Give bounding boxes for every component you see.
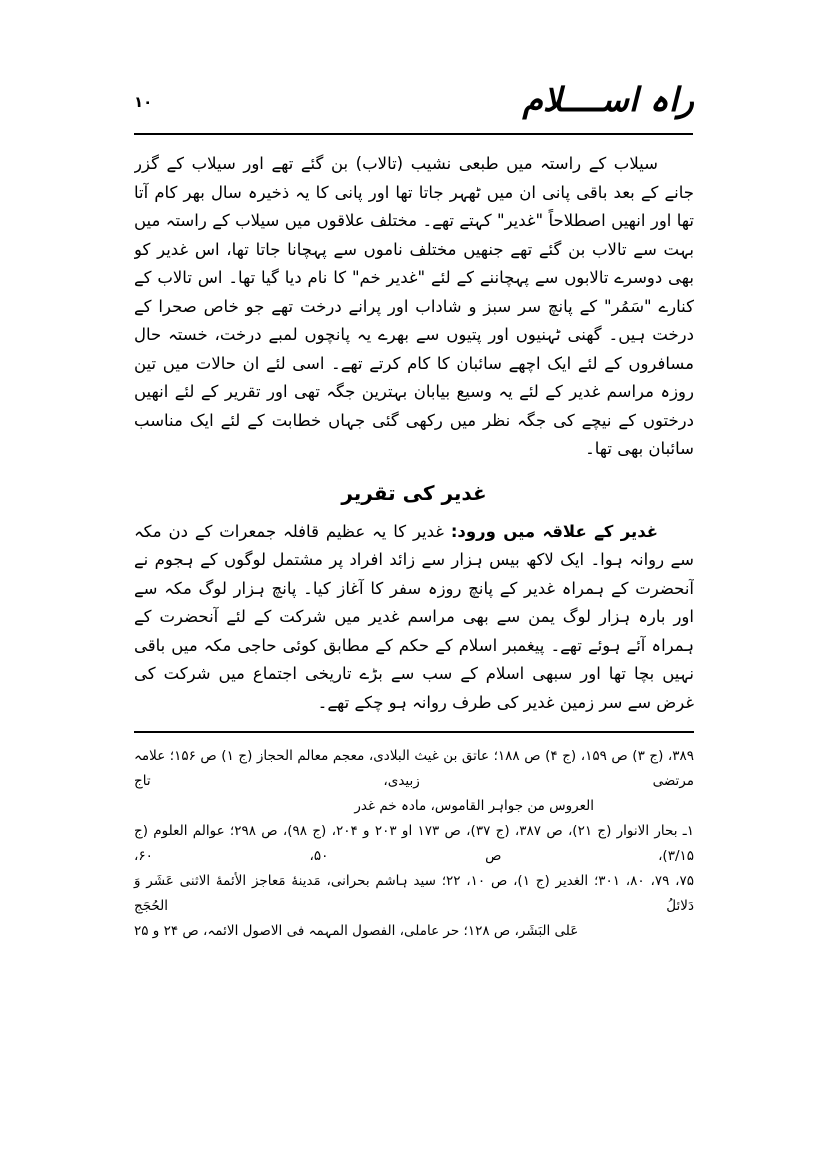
paragraph-arrival-lead: غدیر کے علاقہ میں ورود:: [450, 521, 659, 541]
page-header: [134, 82, 694, 118]
paragraph-arrival-text: غدیر کا یہ عظیم قافلہ جمعرات کے دن مکہ سے روانہ ہوا۔ ایک لاکھ بیس ہزار سے زائد افراد پر مشتمل لوگوں کے ہجوم نے آنحضرت کے ہمراہ غدیر کے پانچ روزہ سفر کا آغاز کیا۔ پانچ ہزار لوگ مکہ سے اور بارہ ہزار لوگ یمن سے بھی مراسم غدیر میں شرکت کے لئے آنحضرت کے ہمراہ آئے ہوئے تھے۔ پیغمبر اسلام کے حکم کے مطابق کوئی حاجی مکہ میں باقی نہیں بچا تھا اور سبھی اسلام کے سب سے بڑے تاریخی اجتماع میں شرکت کی غرض سے سر زمین غدیر کی طرف روانہ ہو چکے تھے۔: [134, 521, 694, 712]
book-title: راہ اســــلام: [522, 80, 694, 119]
page-body: [134, 150, 694, 715]
footnote-line: العروس من جواہر القاموس، مادہ خم غدر: [354, 798, 594, 814]
footnote-divider: [134, 731, 694, 733]
footnote-line: ۳۸۹، (ج ۳) ص ۱۵۹، (ج ۴) ص ۱۸۸؛ عاتق بن غیث البلادی، معجم معالم الحجاز (ج ۱) ص ۱۵۶؛ علامہ مرتضی زبیدی، تاج: [134, 748, 695, 789]
footnote-line: ۷۵، ۷۹، ۸۰، ۳۰۱؛ الغدیر (ج ۱)، ص ۱۰، ۲۲؛ سید ہاشم بحرانی، مَدینۀ مَعاجز الأئمۀ الاثنی عَشَر وَ دَلائلُ الحُجَج: [134, 873, 694, 914]
footnote-line: ۱ـ بحار الانوار (ج ۲۱)، ص ۳۸۷، (ج ۳۷)، ص ۱۷۳ او ۲۰۳ و ۲۰۴، (ج ۹۸)، ص ۲۹۸؛ عوالم العلوم (ج ۳/۱۵)، ص ۵۰، ۶۰،: [134, 823, 695, 864]
footnotes-section: [134, 731, 694, 944]
page-number: ۱۰: [134, 93, 153, 112]
paragraph-ghadir-ponds: سیلاب کے راستہ میں طبعی نشیب (تالاب) بن گئے تھے اور سیلاب کے گزر جانے کے بعد باقی پانی ان میں ٹھہر جاتا تھا اور پانی کا یہ ذخیرہ سال بھر کام آتا تھا اور انھیں اصطلاحاً "غدیر" کہتے تھے۔ مختلف علاقوں میں سیلاب کے راستہ میں بہت سے تالاب بن گئے تھے جنھیں مختلف ناموں سے پہچانا جاتا تھا، اس غدیر کو بھی دوسرے تالابوں سے پہچاننے کے لئے "غدیر خم" کا نام دیا گیا تھا۔ اس تالاب کے کنارے "سَمُر" کے پانچ سر سبز و شاداب اور پرانے درخت تھے جو خاص صحرا کے درخت ہیں۔ گھنی ٹہنیوں اور پتیوں سے بھرے یہ پانچوں لمبے درخت، خستہ حال مسافروں کے لئے ایک اچھے سائبان کا کام کرتے تھے۔ اسی لئے ان حالات میں تین روزہ مراسم غدیر کے لئے یہ وسیع بیابان بہترین جگہ تھی اور تقریر کے لئے انھیں درختوں کے نیچے کی جگہ نظر میں رکھی گئی جہاں خطابت کے لئے ایک مناسب سائبان بھی تھا۔: [134, 154, 694, 458]
section-heading: غدیر کی تقریر: [341, 480, 487, 505]
paragraph-arrival: [134, 518, 694, 716]
header-divider: [134, 133, 693, 135]
footnote-line: عَلی البَشَر، ص ۱۲۸؛ حر عاملی، الفصول المہمہ فی الاصول الائمہ، ص ۲۴ و ۲۵: [134, 923, 579, 939]
